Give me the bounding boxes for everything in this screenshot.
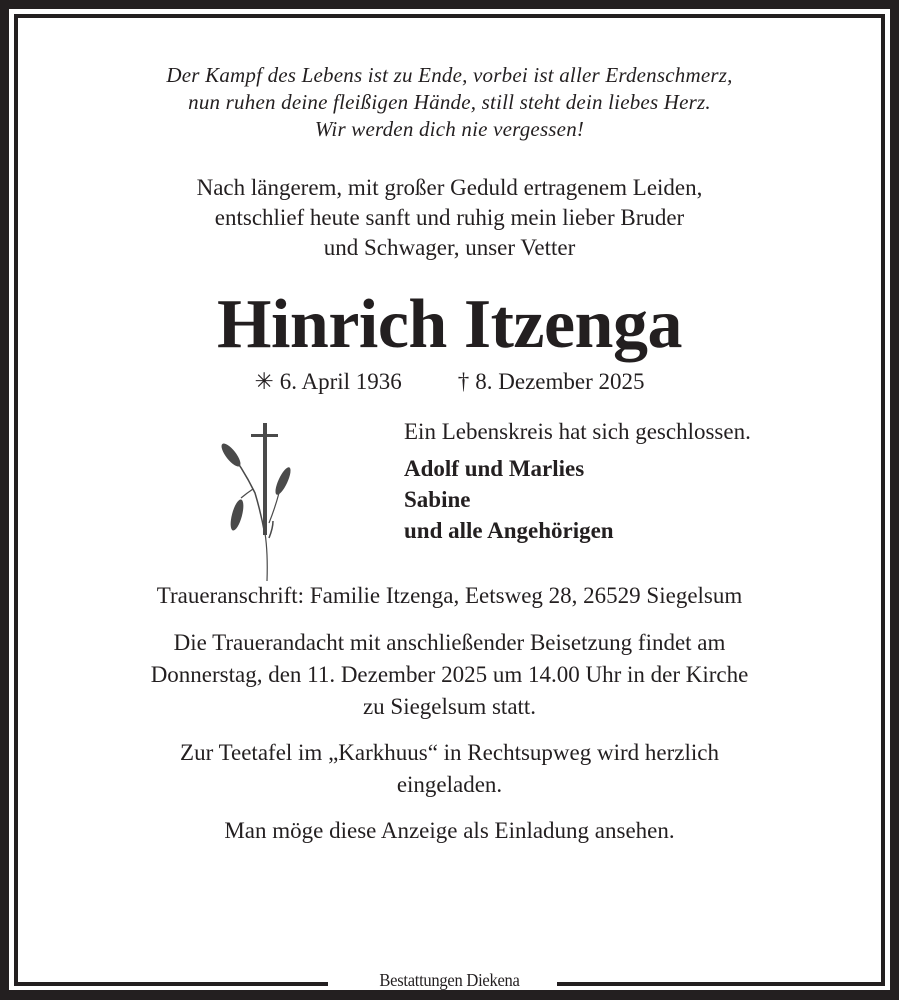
closing-sentence: Ein Lebenskreis hat sich geschlossen. (404, 419, 751, 444)
notice-content (18, 18, 881, 847)
family-section (18, 417, 881, 567)
tea-reception-note (18, 737, 881, 801)
mourner-name: Sabine (404, 487, 471, 512)
death-date: 8. Dezember 2025 (475, 369, 645, 394)
announcement-line: Nach längerem, mit großer Geduld ertragenem Leiden, (196, 175, 703, 200)
mourners-list (404, 453, 751, 546)
announcement-line: entschlief heute sanft und ruhig mein lieber Bruder (214, 205, 685, 230)
birth-star-icon: ✳ (254, 369, 274, 394)
deceased-name: Hinrich Itzenga (217, 286, 682, 363)
birth-date: 6. April 1936 (279, 369, 402, 394)
tea-line: eingeladen. (396, 772, 503, 797)
mourner-name: Adolf und Marlies (404, 456, 585, 481)
service-line: zu Siegelsum statt. (362, 694, 537, 719)
cross-with-wheat-icon (213, 423, 303, 583)
life-dates (18, 367, 881, 397)
mourning-address: Traueranschrift: Familie Itzenga, Eetsweg 28, 26529 Siegelsum (156, 583, 743, 608)
service-line: Die Trauerandacht mit anschließender Beisetzung findet am (173, 630, 726, 655)
service-line: Donnerstag, den 11. Dezember 2025 um 14.00 Uhr in der Kirche (150, 662, 749, 687)
family-signature (404, 417, 751, 546)
memorial-verse (18, 62, 881, 143)
verse-line: Wir werden dich nie vergessen! (314, 117, 585, 141)
mourner-name: und alle Angehörigen (404, 518, 614, 543)
death-cross-icon: † (457, 369, 470, 394)
funeral-home-credit: Bestattungen Diekena (379, 970, 520, 990)
verse-line: Der Kampf des Lebens ist zu Ende, vorbei ist aller Erdenschmerz, (166, 63, 733, 87)
invitation-note: Man möge diese Anzeige als Einladung ansehen. (224, 818, 675, 843)
verse-line: nun ruhen deine fleißigen Hände, still steht dein liebes Herz. (188, 90, 711, 114)
death-date-group (458, 367, 645, 397)
tea-line: Zur Teetafel im „Karkhuus“ in Rechtsupweg wird herzlich (180, 740, 719, 765)
service-details (18, 627, 881, 723)
death-announcement (18, 173, 881, 263)
birth-date-group (254, 367, 401, 397)
announcement-line: und Schwager, unser Vetter (323, 235, 576, 260)
